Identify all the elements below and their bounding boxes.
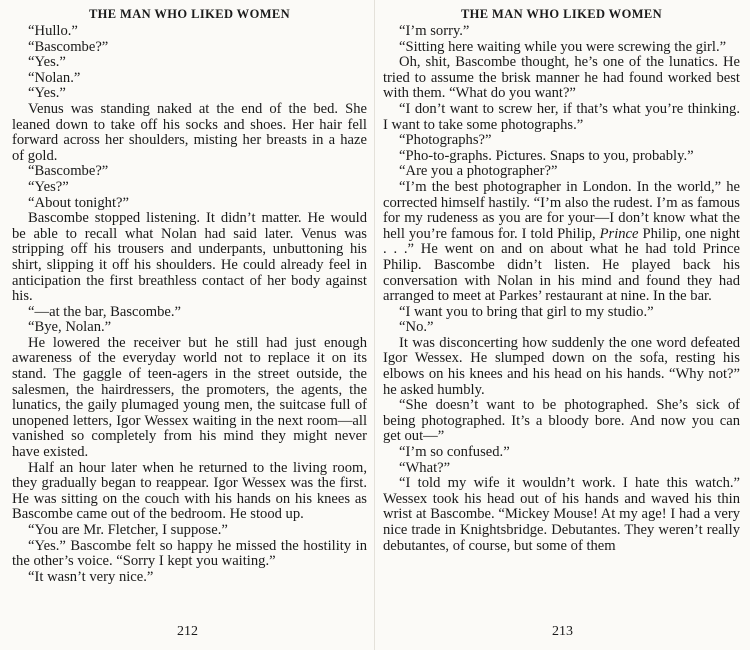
right-page	[375, 0, 750, 650]
paragraph: “—at the bar, Bascombe.”	[28, 303, 182, 320]
paragraph: Oh, shit, Bascombe thought, he’s one of the lunatics. He tried to assume the brisk manner he had found worked best with them. “What do you want?”	[383, 54, 740, 102]
paragraph: “Yes.”	[28, 54, 66, 71]
paragraph: “Pho-to-graphs. Pictures. Snaps to you, probably.”	[399, 147, 694, 164]
paragraph: “I’m so confused.”	[399, 444, 510, 461]
paragraph: “About tonight?”	[28, 194, 129, 211]
page-body	[12, 24, 367, 585]
paragraph: “Yes?”	[28, 178, 69, 195]
paragraph: “She doesn’t want to be photographed. She’s sick of being photographed. It’s a bloody bore. And now you can get out—”	[383, 397, 740, 445]
page-number: 213	[552, 624, 573, 639]
page-body	[383, 24, 740, 554]
running-head: THE MAN WHO LIKED WOMEN	[460, 7, 663, 21]
paragraph-text: “I’m the best photographer in London. In the world,” he corrected himself hastily. “I’m also the rudest. I’m as famous for my rudeness as you are for your—I don’t know what the hell you’re famous for. I told Philip,	[383, 178, 740, 242]
paragraph: “You are Mr. Fletcher, I suppose.”	[28, 522, 228, 538]
paragraph: Venus was standing naked at the end of the bed. She leaned down to take off his socks and shoes. Her hair fell forward across her shoulders, misting her breasts in a haze of gold.	[12, 100, 367, 164]
paragraph: “Are you a photographer?”	[399, 163, 558, 180]
paragraph: Half an hour later when he returned to the living room, they gradually began to reappear. Igor Wessex was the first. He was sitting on the couch with his hands on his knees as Bascombe came out of the bedroom. He stood up.	[12, 459, 367, 523]
paragraph: “Bascombe?”	[28, 38, 109, 55]
page-number: 212	[177, 624, 198, 639]
paragraph: “What?”	[399, 459, 451, 476]
paragraph: “I don’t want to screw her, if that’s what you’re thinking. I want to take some photographs.”	[383, 100, 740, 133]
paragraph: “Yes.” Bascombe felt so happy he missed the hostility in the other’s voice. “Sorry I kept you waiting.”	[12, 537, 367, 570]
paragraph: “I want you to bring that girl to my studio.”	[399, 303, 654, 320]
paragraph: “No.”	[399, 319, 434, 336]
paragraph: “I told my wife it wouldn’t work. I hate this watch.” Wessex took his head out of his hands and waved his thin wrist at Bascombe. “Mickey Mouse! At my age! I had a very nice trade in Knightsbridge. Debutantes. They weren’t really debutantes, of course, but some of them	[383, 475, 740, 554]
paragraph: “Bascombe?”	[28, 163, 109, 180]
paragraph: He lowered the receiver but he still had just enough awareness of the everyday world not to replace it on its stand. The gaggle of teen-agers in the street outside, the salesmen, the hairdressers, the promoters, the agents, the lunatics, the gaily plumaged young men, the suitcase full of unopened letters, Igor Wessex waiting in the next room—all vanished so completely from his mind they might never have existed.	[12, 334, 367, 461]
paragraph: “Yes.”	[28, 85, 66, 102]
paragraph: It was disconcerting how suddenly the one word defeated Igor Wessex. He slumped down on the sofa, resting his elbows on his knees and his head on his hands. “Why not?” he asked humbly.	[383, 334, 740, 398]
paragraph: “Sitting here waiting while you were screwing the girl.”	[399, 38, 727, 55]
paragraph-text: Philip, one night . . .” He went on and on about what he had told Prince Philip. Bascombe didn’t listen. He played back his conversation with Nolan in his mind and found they had arranged to meet at Parkes’ restaurant at nine. In the bar.	[383, 225, 740, 305]
paragraph: “I’m sorry.”	[399, 23, 470, 39]
paragraph: “Hullo.”	[28, 23, 78, 39]
paragraph: Bascombe stopped listening. It didn’t matter. He would be able to recall what Nolan had said later. Venus was stripping off his trousers and underpants, unbuttoning his shirt, slipping it off his shoulders. He could already feel in anticipation the first breathless contact of her body against his.	[12, 210, 367, 305]
italic-text: Prince	[599, 225, 639, 242]
paragraph: “It wasn’t very nice.”	[28, 568, 154, 585]
paragraph	[383, 180, 740, 305]
paragraph: “Bye, Nolan.”	[28, 319, 112, 336]
paragraph: “Nolan.”	[28, 69, 81, 86]
paragraph: “Photographs?”	[399, 132, 492, 149]
running-head: THE MAN WHO LIKED WOMEN	[88, 7, 291, 21]
